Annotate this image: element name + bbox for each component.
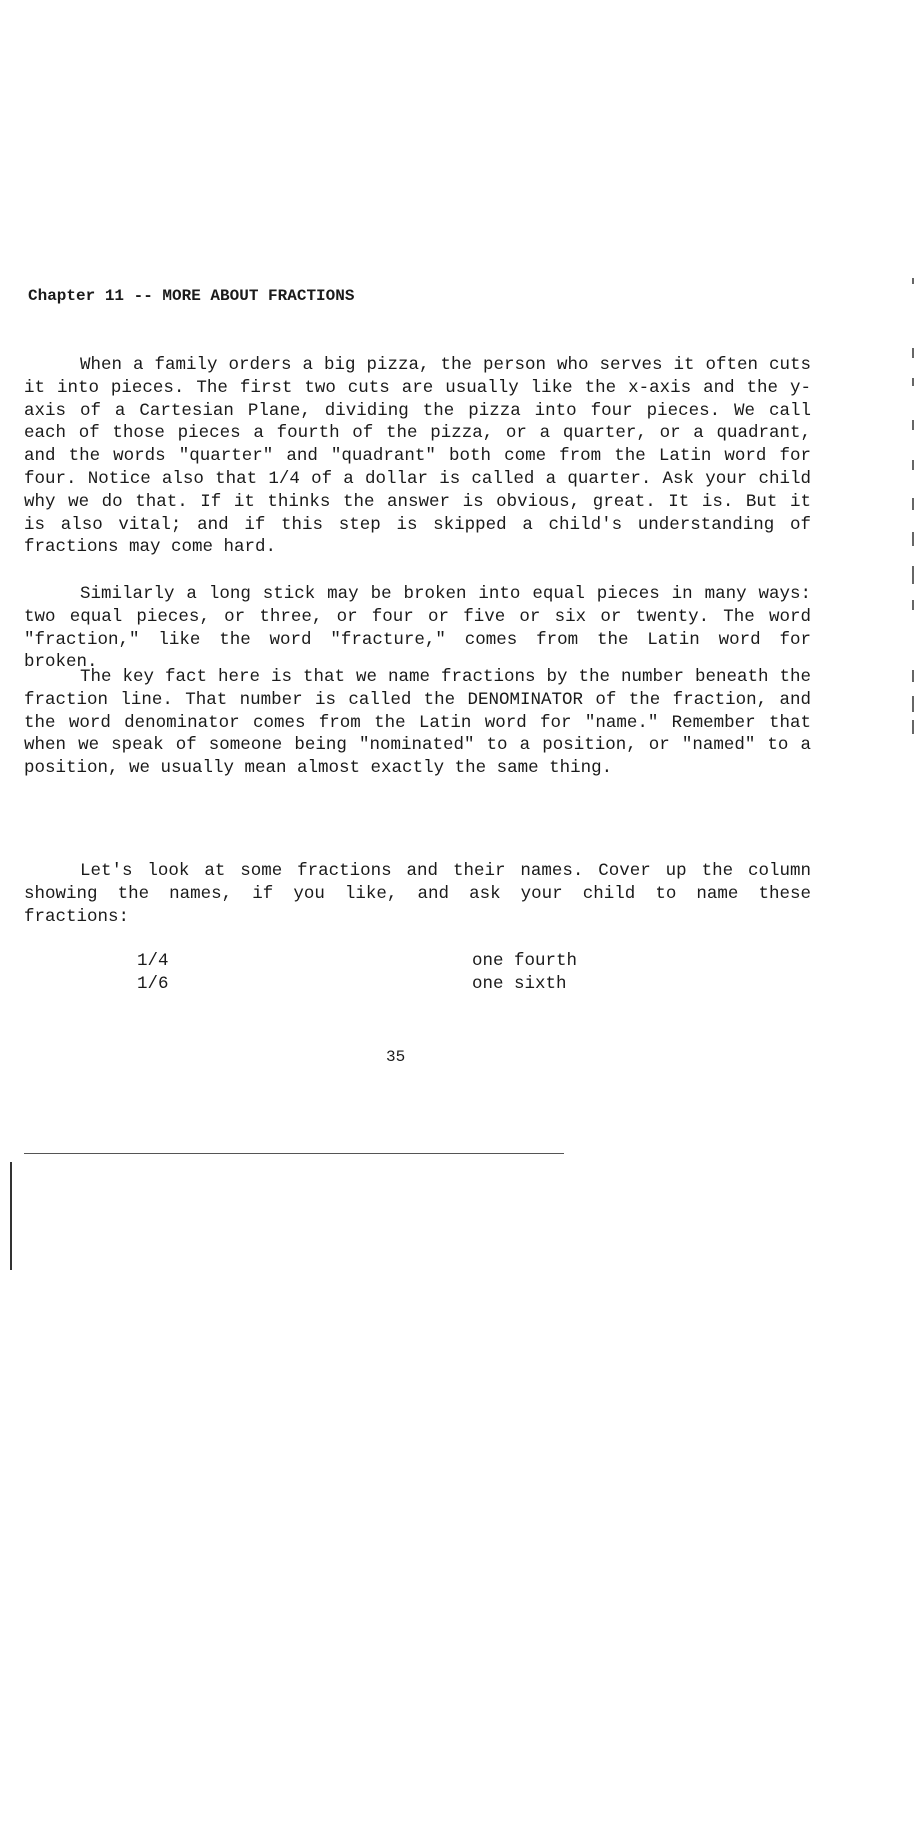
scan-left-rule <box>10 1162 12 1270</box>
paragraph-fraction-names: Let's look at some fractions and their names. Cover up the column showing the names, if you like, and ask your child to name these fractions: <box>24 861 811 927</box>
scan-bottom-rule <box>24 1153 564 1154</box>
chapter-heading: Chapter 11 -- MORE ABOUT FRACTIONS <box>28 287 355 305</box>
paragraph-stick: Similarly a long stick may be broken into equal pieces in many ways: two equal pieces, or three, or four or five or six or twenty. The word "fraction," like the word "fracture," comes from the Latin word for broken. <box>24 584 811 673</box>
fraction-value: 1/6 <box>137 974 169 994</box>
paragraph-pizza: When a family orders a big pizza, the person who serves it often cuts it into pieces. The first two cuts are usually like the x-axis and the y-axis of a Cartesian Plane, dividing the pizza into four pieces. We call each of those pieces a fourth of the pizza, or a quarter, or a quadrant, and the words "quarter" and "quadrant" both come from the Latin word for four. Notice also that 1/4 of a dollar is called a quarter. Ask your child why we do that. If it thinks the answer is obvious, great. It is. But it is also vital; and if this step is skipped a child's understanding of fractions may come hard. <box>24 355 811 558</box>
fraction-name: one sixth <box>472 974 567 994</box>
scan-edge-marks <box>906 270 914 750</box>
page-number: 35 <box>386 1048 406 1066</box>
paragraph-denominator: The key fact here is that we name fractions by the number beneath the fraction line. That number is called the DENOMINATOR of the fraction, and the word denominator comes from the Latin word for "name." Remember that when we speak of someone being "nominated" to a position, or "named" to a position, we usually mean almost exactly the same thing. <box>24 667 811 779</box>
fraction-value: 1/4 <box>137 951 169 971</box>
fraction-name: one fourth <box>472 951 578 971</box>
